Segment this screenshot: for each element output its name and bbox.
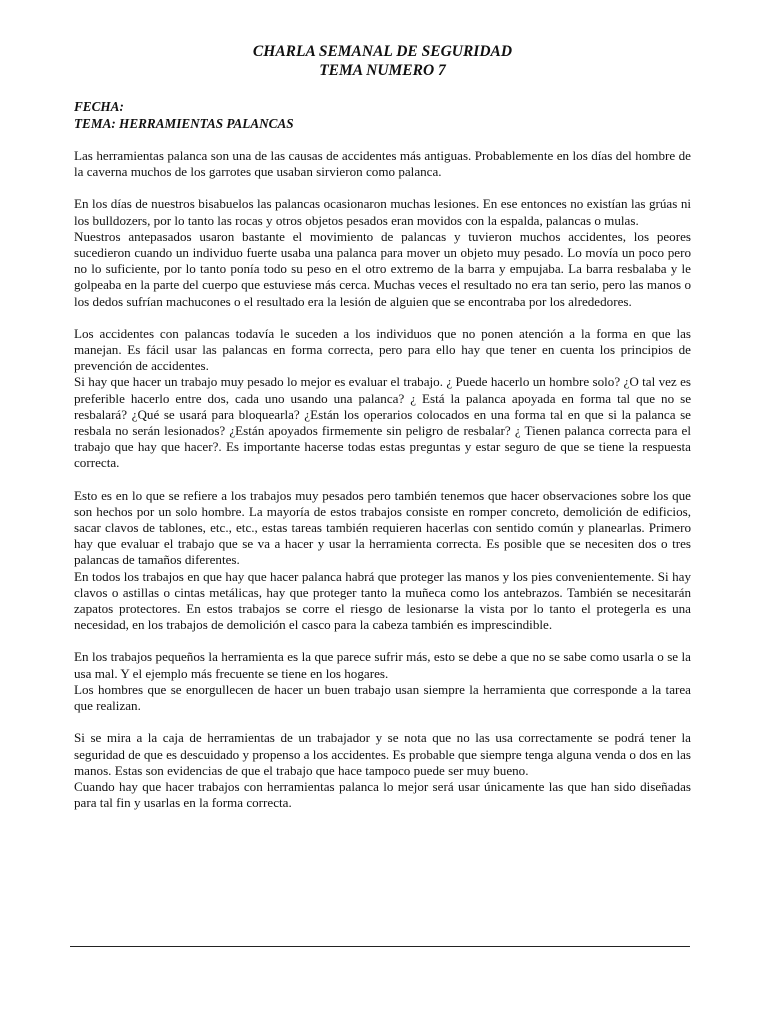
paragraph: Nuestros antepasados usaron bastante el movimiento de palancas y tuvieron muchos accidentes, los peores sucedieron cuando un individuo fuerte usaba una palanca para mover un objeto muy pesado. Lo movía un poco pero no lo suficiente, por lo tanto ponía todo su peso en el otro extremo de la barra y empujaba. La barra resbalaba y le golpeaba en la parte del cuerpo que estuviese más cerca. Muchas veces el resultado no era tan serio, pero las manos o los dedos sufrían machucones o el resultado era la lesión de alguien que se encontraba por los alrededores. bbox=[74, 228, 691, 309]
document-page bbox=[74, 42, 691, 811]
paragraph: Los hombres que se enorgullecen de hacer un buen trabajo usan siempre la herramienta que corresponde a la tarea que realizan. bbox=[74, 681, 691, 714]
paragraph: Las herramientas palanca son una de las causas de accidentes más antiguas. Probablemente en los días del hombre de la caverna muchos de los garrotes que usaban sirvieron como palanca. bbox=[74, 148, 691, 180]
paragraph: Si hay que hacer un trabajo muy pesado lo mejor es evaluar el trabajo. ¿ Puede hacerlo un hombre solo? ¿O tal vez es preferible hacerlo entre dos, cada uno usando una palanca? ¿ Está la palanca apoyada en forma tal que no se resbalará? ¿Qué se usará para bloquearla? ¿Están los operarios colocados en una forma tal en que si la palanca se resbala no serán lesionados? ¿Están apoyados firmemente sin peligro de resbalar? ¿ Tienen palanca correcta para el trabajo que hay que hacer?. Es importante hacerse todas estas preguntas y estar seguro de que se tiene la respuesta correcta. bbox=[74, 374, 691, 471]
footer-divider bbox=[70, 946, 690, 947]
topic-label: TEMA: HERRAMIENTAS PALANCAS bbox=[74, 115, 294, 131]
document-subtitle: TEMA NUMERO 7 bbox=[319, 62, 446, 79]
meta-block bbox=[74, 99, 691, 132]
paragraph: En los trabajos pequeños la herramienta es la que parece sufrir más, esto se debe a que no se sabe como usarla o se la usa mal. Y el ejemplo más frecuente se tiene en los hogares. bbox=[74, 649, 691, 681]
document-title: CHARLA SEMANAL DE SEGURIDAD bbox=[252, 43, 513, 60]
paragraph: Si se mira a la caja de herramientas de un trabajador y se nota que no las usa correctamente se podrá tener la seguridad de que es descuidado y propenso a los accidentes. Es probable que siempre tenga alguna venda o dos en las manos. Estas son evidencias de que el trabajo que hace tampoco puede ser muy bueno. bbox=[74, 730, 691, 778]
paragraph: Esto es en lo que se refiere a los trabajos muy pesados pero también tenemos que hacer observaciones sobre los que son hechos por un solo hombre. La mayoría de estos trabajos consiste en romper concreto, demolición de edificios, sacar clavos de tablones, etc., etc., estas tareas también requieren hacerlas con sentido común y planearlas. Primero hay que evaluar el trabajo que se va a hacer y usar la herramienta correcta. Es posible que se necesiten dos o tres palancas de tamaños diferentes. bbox=[74, 487, 691, 568]
paragraph: En todos los trabajos en que hay que hacer palanca habrá que proteger las manos y los pies convenientemente. Si hay clavos o astillas o cintas metálicas, hay que proteger tanto la muñeca como los antebrazos. También se necesitarán zapatos protectores. En estos trabajos se corre el riesgo de lesionarse la vista por lo tanto el protegerla es una necesidad, en los trabajos de demolición el casco para la cabeza también es imprescindible. bbox=[74, 568, 691, 633]
date-label: FECHA: bbox=[74, 99, 124, 114]
paragraph: En los días de nuestros bisabuelos las palancas ocasionaron muchas lesiones. En ese entonces no existían las grúas ni los bulldozers, por lo tanto las rocas y otros objetos pesados eran movidos con la espalda, palancas o mulas. bbox=[74, 196, 691, 228]
paragraph: Cuando hay que hacer trabajos con herramientas palanca lo mejor será usar únicamente las que han sido diseñadas para tal fin y usarlas en la forma correcta. bbox=[74, 778, 691, 811]
paragraph: Los accidentes con palancas todavía le suceden a los individuos que no ponen atención a la forma en que las manejan. Es fácil usar las palancas en forma correcta, pero para ello hay que tener en cuenta los principios de prevención de accidentes. bbox=[74, 325, 691, 374]
body-text bbox=[74, 148, 691, 811]
